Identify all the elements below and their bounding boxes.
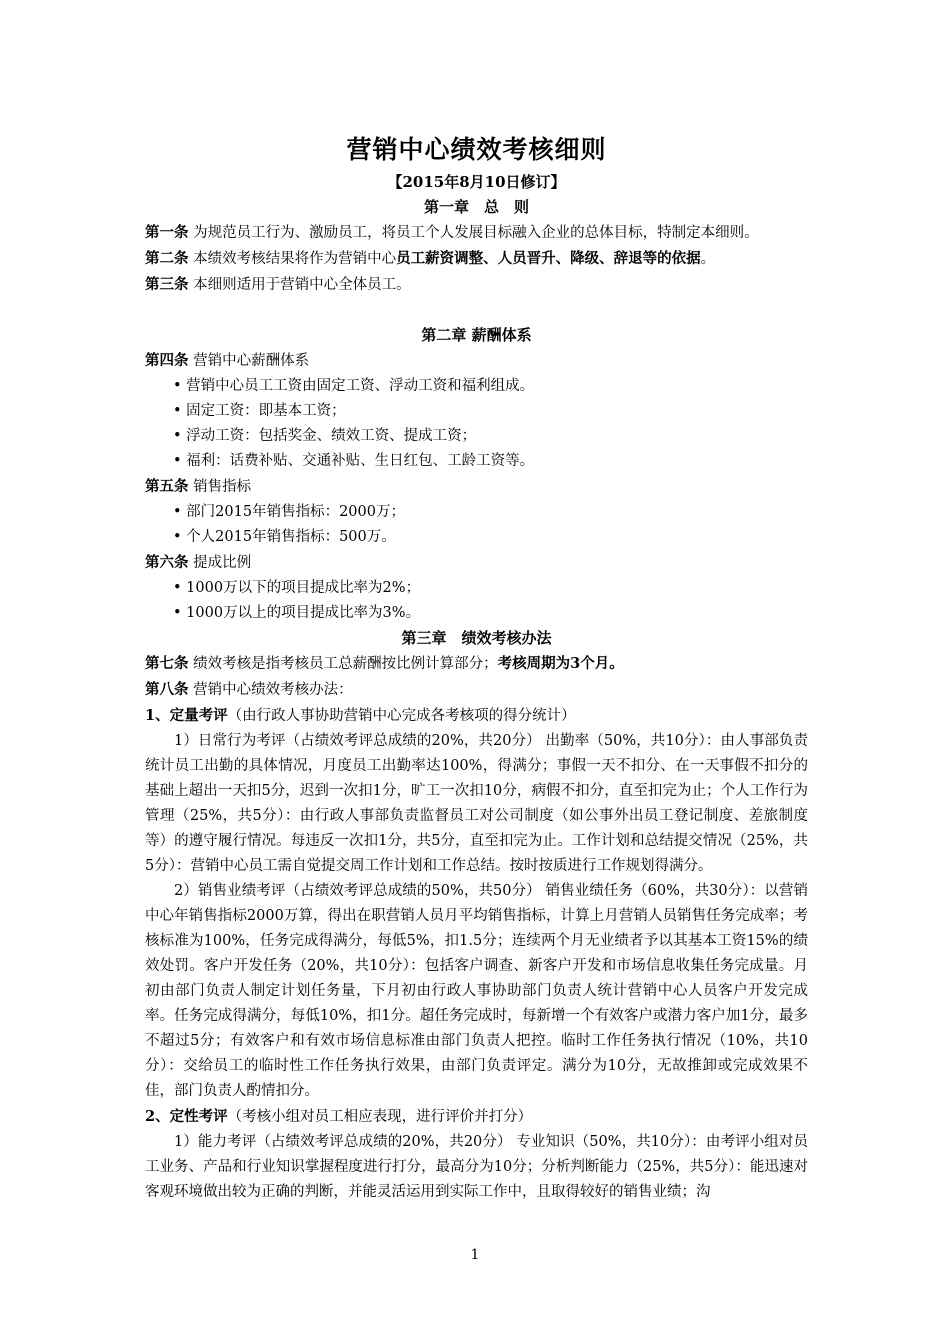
- section-1-paragraph-2: 2）销售业绩考评（占绩效考评总成绩的50%，共50分） 销售业绩任务（60%，共30分）：以营销中心年销售指标2000万算，得出在职营销人员月平均销售指标，计算上月营销人员销售任务完成率；考核标准为100%，任务完成得满分，每低5%，扣1.5分；连续两个月无业绩者予以其基本工资15%的绩效处罚。客户开发任务（20%，共10分）：包括客户调查、新客户开发和市场信息收集任务完成量。月初由部门负责人制定计划任务量，下月初由行政人事协助部门负责人统计营销中心人员客户开发完成率。任务完成得满分，每低10%，扣1分。超任务完成时，每新增一个有效客户或潜力客户加1分，最多不超过5分；有效客户和有效市场信息标准由部门负责人把控。临时工作任务执行情况（10%，共10分）：交给员工的临时性工作任务执行效果，由部门负责评定。满分为10分，无故推卸或完成效果不佳，部门负责人酌情扣分。: [145, 883, 808, 1099]
- list-item: • 1000万以下的项目提成比率为2%；: [173, 580, 421, 596]
- chapter-3-heading: 第三章 绩效考核办法: [401, 629, 552, 647]
- document-content: [145, 130, 808, 1205]
- chapter-1-heading: 第一章 总 则: [423, 198, 529, 216]
- document-title: 营销中心绩效考核细则: [346, 135, 607, 164]
- spacer: [145, 298, 808, 323]
- list-item: • 福利：话费补贴、交通补贴、生日红包、工龄工资等。: [173, 453, 535, 469]
- article-4: [145, 348, 808, 374]
- article-text: 绩效考核是指考核员工总薪酬按比例计算部分；: [193, 656, 498, 672]
- article-label: 第五条: [145, 478, 189, 495]
- article-label: 第四条: [145, 352, 189, 369]
- article-label: 第八条: [145, 681, 189, 698]
- article-text: 本细则适用于营销中心全体员工。: [193, 277, 411, 293]
- revision-date: 【2015年8月10日修订】: [387, 173, 566, 191]
- section-2-paragraph-1: 1）能力考评（占绩效考评总成绩的20%，共20分） 专业知识（50%，共10分）：由考评小组对员工业务、产品和行业知识掌握程度进行打分，最高分为10分；分析判断能力（25%，共5分）：能迅速对客观环境做出较为正确的判断，并能灵活运用到实际工作中，且取得较好的销售业绩；沟: [145, 1134, 808, 1200]
- article-5: [145, 474, 808, 500]
- article-1: [145, 220, 808, 246]
- article-text: 提成比例: [193, 555, 252, 571]
- article-label: 第三条: [145, 276, 189, 293]
- section-1-heading: [145, 703, 808, 729]
- section-label: 2、定性考评: [145, 1108, 228, 1125]
- section-text: （考核小组对员工相应表现，进行评价并打分）: [227, 1109, 533, 1125]
- article-bold-text: 考核周期为3个月。: [497, 655, 624, 672]
- list-item: • 个人2015年销售指标：500万。: [173, 529, 396, 545]
- article-text: 本绩效考核结果将作为营销中心: [193, 251, 397, 267]
- article-label: 第六条: [145, 554, 189, 571]
- article-7: [145, 651, 808, 677]
- article-text: 为规范员工行为、激励员工，将员工个人发展目标融入企业的总体目标，特制定本细则。: [193, 225, 759, 241]
- article-3: [145, 272, 808, 298]
- list-item: • 1000万以上的项目提成比率为3%。: [173, 605, 421, 621]
- list-item: • 固定工资：即基本工资；: [173, 403, 346, 419]
- chapter-2-heading: 第二章 薪酬体系: [421, 326, 532, 344]
- section-text: （由行政人事协助营销中心完成各考核项的得分统计）: [227, 708, 576, 724]
- article-text: 。: [700, 251, 716, 267]
- article-8: [145, 677, 808, 703]
- article-bold-text: 员工薪资调整、人员晋升、降级、辞退等的依据: [396, 250, 701, 267]
- list-item: • 部门2015年销售指标：2000万；: [173, 504, 405, 520]
- article-label: 第七条: [145, 655, 189, 672]
- article-6: [145, 550, 808, 576]
- article-label: 第一条: [145, 224, 189, 241]
- page-number: 1: [470, 1247, 480, 1263]
- article-text: 营销中心薪酬体系: [193, 353, 310, 369]
- article-text: 营销中心绩效考核办法：: [193, 682, 353, 698]
- section-2-heading: [145, 1104, 808, 1130]
- article-2: [145, 246, 808, 272]
- article-label: 第二条: [145, 250, 189, 267]
- section-label: 1、定量考评: [145, 707, 228, 724]
- list-item: • 营销中心员工工资由固定工资、浮动工资和福利组成。: [173, 378, 535, 394]
- list-item: • 浮动工资：包括奖金、绩效工资、提成工资；: [173, 428, 477, 444]
- article-text: 销售指标: [193, 479, 252, 495]
- section-1-paragraph-1: 1）日常行为考评（占绩效考评总成绩的20%，共20分） 出勤率（50%，共10分）：由人事部负责统计员工出勤的具体情况，月度员工出勤率达100%，得满分；事假一天不扣分、在一天事假不扣分的基础上超出一天扣5分，迟到一次扣1分，旷工一次扣10分，病假不扣分，直至扣完为止；个人工作行为管理（25%，共5分）：由行政人事部负责监督员工对公司制度（如公事外出员工登记制度、差旅制度等）的遵守履行情况。每违反一次扣1分，共5分，直至扣完为止。工作计划和总结提交情况（25%，共5分）：营销中心员工需自觉提交周工作计划和工作总结。按时按质进行工作规划得满分。: [145, 733, 808, 874]
